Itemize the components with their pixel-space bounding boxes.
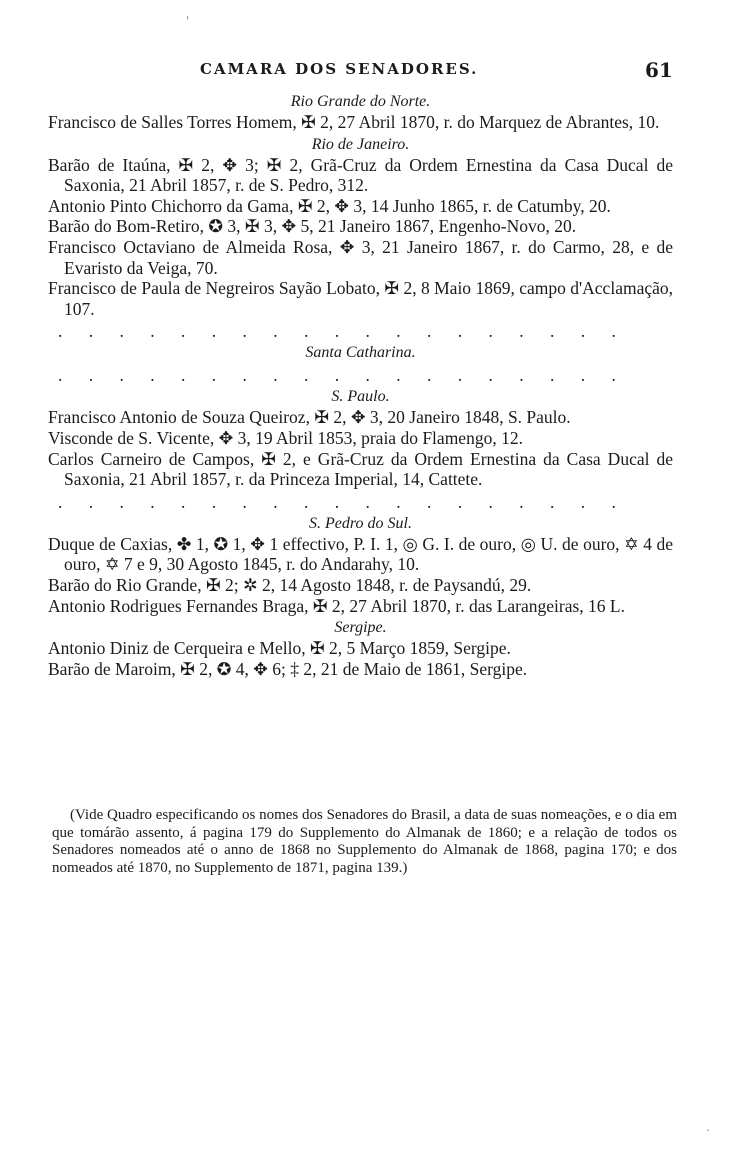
senator-entry: Visconde de S. Vicente, ✥ 3, 19 Abril 1853, praia do Flamengo, 12. bbox=[48, 427, 523, 448]
page-number: 61 bbox=[645, 58, 673, 82]
omission-dots: . . . . . . . . . . . . . . . . . . . bbox=[58, 321, 627, 342]
section-title-rio-de-janeiro: Rio de Janeiro. bbox=[311, 135, 410, 153]
section-title-sergipe: Sergipe. bbox=[334, 619, 387, 637]
senator-entry: Barão do Rio Grande, ✠ 2; ✲ 2, 14 Agosto 1848, r. de Paysandú, 29. bbox=[48, 574, 532, 595]
senators-list bbox=[48, 90, 673, 679]
senator-entry: Barão de Maroim, ✠ 2, ✪ 4, ✥ 6; ‡ 2, 21 de Maio de 1861, Sergipe. bbox=[48, 658, 528, 679]
omission-dots: . . . . . . . . . . . . . . . . . . . bbox=[58, 491, 627, 512]
print-speck: ' bbox=[186, 14, 190, 28]
section-title-s-paulo: S. Paulo. bbox=[331, 388, 390, 406]
senator-entry: Francisco Antonio de Souza Queiroz, ✠ 2, ✥ 3, 20 Janeiro 1848, S. Paulo. bbox=[48, 407, 571, 428]
senator-entry: Antonio Diniz de Cerqueira e Mello, ✠ 2, 5 Março 1859, Sergipe. bbox=[48, 638, 511, 659]
senator-entry: Francisco de Paula de Negreiros Sayão Lobato, ✠ 2, 8 Maio 1869, campo d'Acclamação, 107. bbox=[48, 278, 673, 319]
page-header bbox=[0, 58, 736, 84]
section-title-s-pedro-do-sul: S. Pedro do Sul. bbox=[309, 514, 412, 532]
senator-entry: Antonio Rodrigues Fernandes Braga, ✠ 2, 27 Abril 1870, r. das Larangeiras, 16 L. bbox=[48, 595, 625, 616]
senator-entry: Antonio Pinto Chichorro da Gama, ✠ 2, ✥ 3, 14 Junho 1865, r. de Catumby, 20. bbox=[48, 195, 611, 216]
senator-entry: Carlos Carneiro de Campos, ✠ 2, e Grã-Cruz da Ordem Ernestina da Casa Ducal de Saxonia, 21 Abril 1857, r. da Princeza Imperial, 14, Cattete. bbox=[48, 448, 673, 490]
omission-dots: . . . . . . . . . . . . . . . . . . . bbox=[58, 365, 627, 386]
print-speck: . bbox=[706, 1120, 710, 1134]
senator-entry: Francisco Octaviano de Almeida Rosa, ✥ 3, 21 Janeiro 1867, r. do Carmo, 28, e de Evaristo da Veiga, 70. bbox=[48, 236, 673, 278]
senator-entry: Duque de Caxias, ✤ 1, ✪ 1, ✥ 1 effectivo, P. I. 1, ◎ G. I. de ouro, ◎ U. de ouro, ✡ 4 de ouro, ✡ 7 e 9, 30 Agosto 1845, r. do Andarahy, 10. bbox=[48, 533, 673, 575]
section-title-rio-grande-do-norte: Rio Grande do Norte. bbox=[290, 93, 431, 110]
running-head: CAMARA DOS SENADORES. bbox=[200, 60, 479, 78]
reference-note: (Vide Quadro especificando os nomes dos Senadores do Brasil, a data de suas nomeações, e o dia em que tomárão assento, á pagina 179 do Supplemento do Almanak de 1860; e a relação de todos os Senadores nomeados até o anno de 1868 no Supplemento do Almanak de 1868, pagina 170; e dos nomeados até 1870, no Supplemento de 1871, pagina 139.) bbox=[52, 807, 677, 876]
senator-entry: Barão de Itaúna, ✠ 2, ✥ 3; ✠ 2, Grã-Cruz da Ordem Ernestina da Casa Ducal de Saxonia, 21 Abril 1857, r. de S. Pedro, 312. bbox=[48, 154, 673, 196]
senator-entry: Francisco de Salles Torres Homem, ✠ 2, 27 Abril 1870, r. do Marquez de Abrantes, 10. bbox=[48, 112, 660, 132]
section-title-santa-catharina: Santa Catharina. bbox=[305, 344, 416, 362]
senator-entry: Barão do Bom-Retiro, ✪ 3, ✠ 3, ✥ 5, 21 Janeiro 1867, Engenho-Novo, 20. bbox=[48, 216, 577, 237]
